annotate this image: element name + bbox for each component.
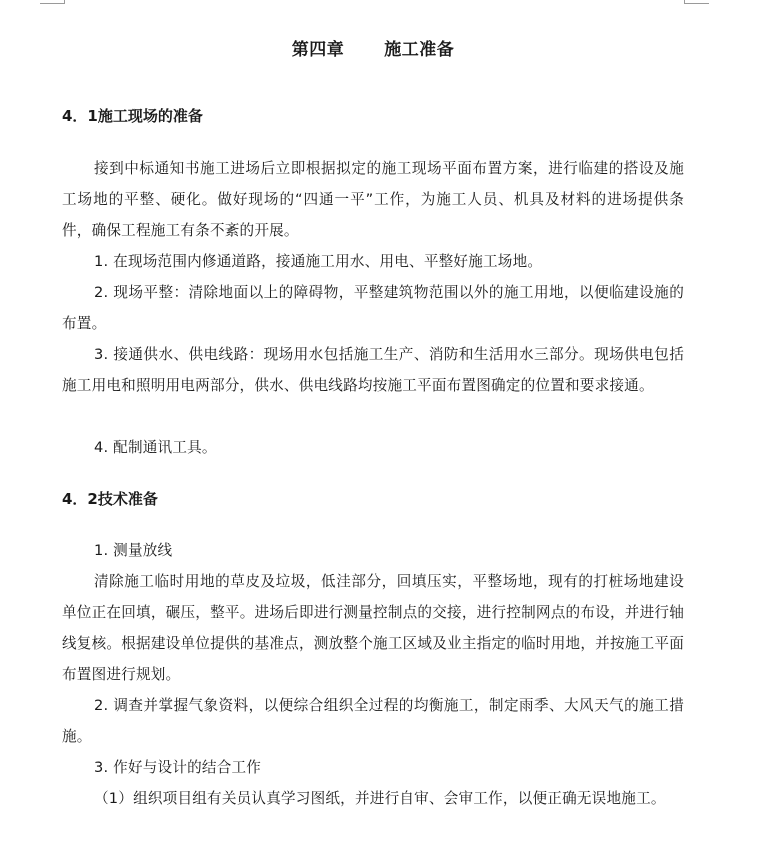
paragraph-item-2: 2. 现场平整：清除地面以上的障碍物，平整建筑物范围以外的施工用地，以便临建设施的布置。 bbox=[62, 284, 684, 332]
paragraph-survey-body: 清除施工临时用地的草皮及垃圾，低洼部分，回填压实，平整场地，现有的打桩场地建设单位正在回填，碾压，整平。进场后即进行测量控制点的交接，进行控制网点的布设，并进行轴线复核。根据建设单位提供的基准点，测放整个施工区域及业主指定的临时用地，并按施工平面布置图进行规划。 bbox=[62, 573, 684, 683]
page-corner-mark-right bbox=[684, 0, 709, 4]
chapter-number: 第四章 bbox=[291, 40, 345, 60]
chapter-title bbox=[62, 38, 684, 62]
paragraph-design-title: 3. 作好与设计的结合工作 bbox=[94, 759, 262, 776]
paragraph-design-sub1: （1）组织项目组有关员认真学习图纸，并进行自审、会审工作，以便正确无误地施工。 bbox=[94, 790, 666, 807]
paragraph-item-4: 4. 配制通讯工具。 bbox=[94, 439, 217, 456]
section-heading-4-2: 4．2技术准备 bbox=[62, 490, 158, 508]
section-heading-4-1: 4．1施工现场的准备 bbox=[62, 107, 203, 125]
paragraph-weather: 2. 调查并掌握气象资料，以便综合组织全过程的均衡施工，制定雨季、大风天气的施工措施。 bbox=[62, 697, 684, 745]
paragraph-survey-title: 1. 测量放线 bbox=[94, 542, 173, 559]
paragraph-intro: 接到中标通知书施工进场后立即根据拟定的施工现场平面布置方案，进行临建的搭设及施工场地的平整、硬化。做好现场的“四通一平”工作，为施工人员、机具及材料的进场提供条件，确保工程施工有条不紊的开展。 bbox=[62, 160, 684, 239]
chapter-name: 施工准备 bbox=[384, 40, 455, 60]
page-corner-mark-left bbox=[40, 0, 65, 4]
paragraph-item-3: 3. 接通供水、供电线路：现场用水包括施工生产、消防和生活用水三部分。现场供电包括施工用电和照明用电两部分，供水、供电线路均按施工平面布置图确定的位置和要求接通。 bbox=[62, 346, 684, 394]
paragraph-item-1: 1. 在现场范围内修通道路，接通施工用水、用电、平整好施工场地。 bbox=[94, 253, 543, 270]
